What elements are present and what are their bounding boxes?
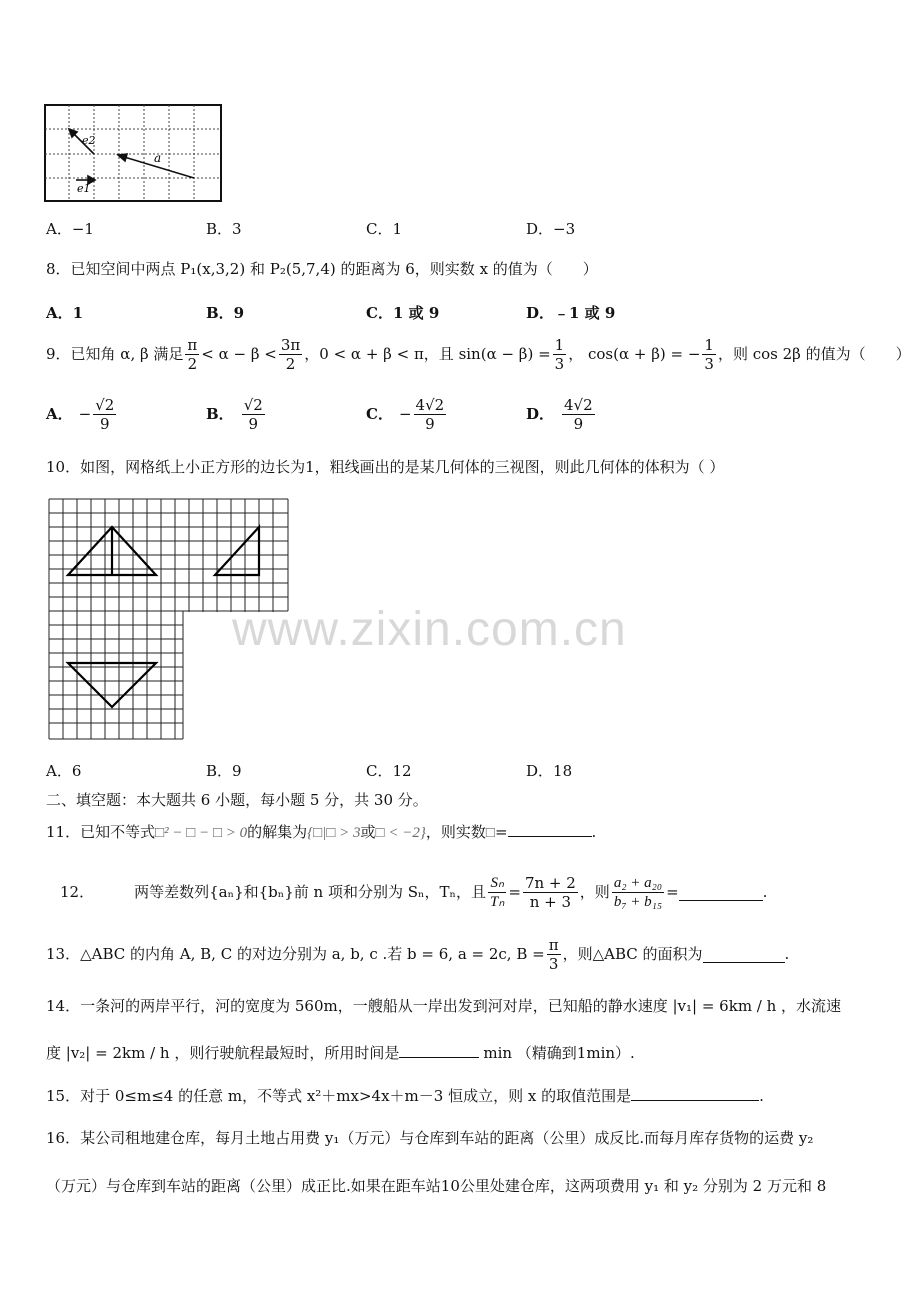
q11-answer-blank[interactable] (508, 836, 592, 837)
q10-option-a: A．6 (46, 762, 82, 780)
vector-a-label: a (154, 151, 162, 165)
q11-question: 11．已知不等式□² − □ − □ > 0的解集为{□|□ > 3或□ < −2}，则实数□= . (46, 823, 597, 841)
q8-option-c: C．1 或 9 (366, 304, 440, 322)
q14-line-2: 度 |v₂| = 2km / h ，则行驶航程最短时，所用时间是 min （精确到1min）. (46, 1044, 635, 1062)
q14-line-1: 14．一条河的两岸平行，河的宽度为 560m，一艘船从一岸出发到河对岸，已知船的静水速度 |v₁| = 6km / h ，水流速 (46, 997, 842, 1015)
q7-option-a: A．−1 (46, 220, 94, 238)
q13-answer-blank[interactable] (703, 946, 785, 963)
vector-e2-label: e2 (82, 134, 96, 147)
q10-option-d: D．18 (526, 762, 573, 780)
q9-suffix: ，则 cos 2β 的值为（ ） (717, 345, 911, 363)
q9-option-b: B． $\frac{√2}{9}$ (206, 395, 263, 433)
q10-option-c: C．12 (366, 762, 412, 780)
q9-frac-cos: $\frac{1}{3}$ (704, 335, 714, 373)
q12-question: 12． 两等差数列{aₙ}和{bₙ}前 n 项和分别为 Sₙ，Tₙ，且 $\frac{\text{Sₙ}}{\text{Tₙ}}$ = $\frac{7n + 2}{n + 3}$ ，则 $\frac{\text{a₂ + a₂₀}}{\text{b₇ + b₁₅}}$ = . (60, 873, 768, 911)
vector-e1-label: e1 (77, 182, 91, 195)
q15-question: 15．对于 0≤m≤4 的任意 m，不等式 x²＋mx>4x＋m－3 恒成立，则 x 的取值范围是 . (46, 1087, 764, 1105)
q16-line-2: （万元）与仓库到车站的距离（公里）成正比.如果在距车站10公里处建仓库，这两项费用 y₁ 和 y₂ 分别为 2 万元和 8 (46, 1177, 827, 1195)
q9-frac-3pi-2: $\frac{3\pi}{2}$ (280, 335, 301, 373)
q7-option-b: B．3 (206, 220, 242, 238)
q9-option-d: D． $\frac{4√2}{9}$ (526, 395, 593, 433)
q8-option-d: D．﹣1 或 9 (526, 304, 616, 322)
q8-option-b: B．9 (206, 304, 245, 322)
q13-question: 13．△ABC 的内角 A, B, C 的对边分别为 a, b, c .若 b = 6, a = 2c, B = $\frac{\pi}{3}$ ，则△ABC 的面积为 . (46, 935, 790, 973)
q9-option-a: A． − $\frac{√2}{9}$ (46, 395, 115, 433)
q16-line-1: 16．某公司租地建仓库，每月土地占用费 y₁（万元）与仓库到车站的距离（公里）成反比.而每月库存货物的运费 y₂ (46, 1129, 814, 1147)
q8-option-a: A．1 (46, 304, 84, 322)
q12-answer-blank[interactable] (679, 884, 763, 901)
q7-option-d: D．−3 (526, 220, 576, 238)
q9-question (46, 332, 911, 376)
watermark: www.zixin.com.cn (232, 603, 627, 656)
q7-option-c: C．1 (366, 220, 403, 238)
q9-prefix: 9．已知角 α, β 满足 (46, 345, 184, 363)
vector-grid-figure (44, 104, 224, 204)
q14-answer-blank[interactable] (399, 1043, 479, 1058)
section-2-heading: 二、填空题：本大题共 6 小题，每小题 5 分，共 30 分。 (46, 791, 428, 809)
q10-question: 10．如图，网格纸上小正方形的边长为1，粗线画出的是某几何体的三视图，则此几何体的体积为（ ） (46, 458, 725, 476)
q9-inequality: < α − β < (201, 345, 277, 363)
q9-frac-pi-2: $\frac{\pi}{2}$ (187, 335, 198, 373)
q9-cos-text: ， cos(α + β) = − (568, 345, 701, 363)
q8-question: 8．已知空间中两点 P₁(x,3,2) 和 P₂(5,7,4) 的距离为 6，则实数 x 的值为（ ） (46, 260, 598, 278)
q9-condition-2: ，0 < α + β < π，且 sin(α − β) = (304, 345, 551, 363)
q9-frac-sin: $\frac{1}{3}$ (554, 335, 565, 373)
q15-answer-blank[interactable] (631, 1086, 759, 1101)
q9-option-c: C． − $\frac{4√2}{9}$ (366, 395, 445, 433)
q10-option-b: B．9 (206, 762, 242, 780)
